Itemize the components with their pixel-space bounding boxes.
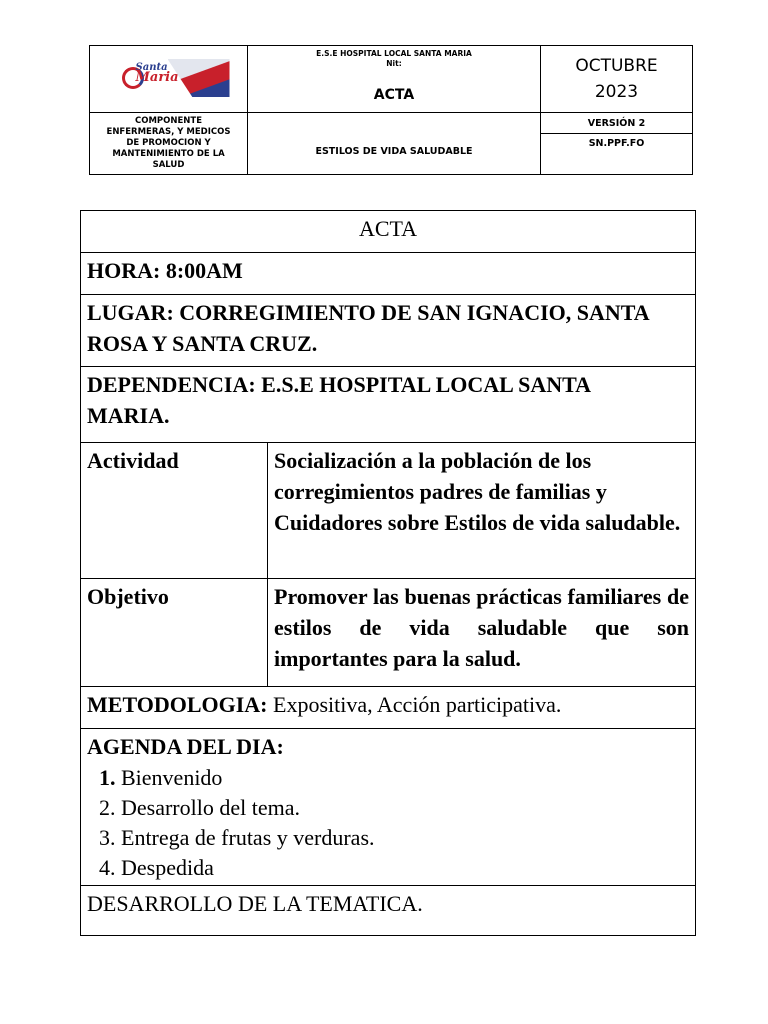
agenda-item-number: 2. <box>99 795 116 820</box>
topic-text: ESTILOS DE VIDA SALUDABLE <box>315 146 473 157</box>
agenda-item-text: Desarrollo del tema. <box>115 795 300 820</box>
nit-label: Nit: <box>386 59 402 68</box>
agenda-item-number: 3. <box>99 825 116 850</box>
agenda-item <box>99 763 689 793</box>
document-header <box>89 45 693 175</box>
component-text: COMPONENTE ENFERMERAS, Y MEDICOS DE PROMOCION Y MANTENIMIENTO DE LA SALUD <box>106 116 231 170</box>
header-month: OCTUBRE <box>575 56 658 76</box>
version-cell <box>541 113 693 134</box>
lugar-row: LUGAR: CORREGIMIENTO DE SAN IGNACIO, SANTA ROSA Y SANTA CRUZ. <box>81 295 696 367</box>
topic-cell <box>248 113 541 175</box>
agenda-item-text: Despedida <box>115 855 214 880</box>
agenda-item <box>99 823 689 853</box>
actividad-text: Socialización a la población de los corregimientos padres de familias y Cuidadores sobre Estilos de vida saludable. <box>268 443 696 579</box>
agenda-title: AGENDA DEL DIA: <box>87 734 284 759</box>
acta-table <box>80 210 696 936</box>
metodologia-row <box>81 687 696 729</box>
agenda-item-number: 4. <box>99 855 116 880</box>
agenda-item-text: Bienvenido <box>115 765 223 790</box>
version-text: VERSIÓN 2 <box>587 117 646 129</box>
agenda-list <box>87 763 689 883</box>
agenda-row <box>81 729 696 886</box>
hospital-logo <box>108 55 230 103</box>
acta-title: ACTA <box>81 211 696 253</box>
logo-line-2: Maria <box>135 70 179 85</box>
header-year: 2023 <box>594 82 639 102</box>
date-cell <box>541 46 693 113</box>
actividad-label: Actividad <box>81 443 268 579</box>
header-title-cell <box>248 46 541 113</box>
objetivo-label: Objetivo <box>81 579 268 687</box>
institution-name: E.S.E HOSPITAL LOCAL SANTA MARIA <box>316 49 472 58</box>
code-cell <box>541 134 693 175</box>
metodologia-label: METODOLOGIA: <box>87 692 268 717</box>
header-doc-type: ACTA <box>373 87 415 103</box>
hora-row: HORA: 8:00AM <box>81 253 696 295</box>
agenda-item-number: 1. <box>99 765 116 790</box>
logo-cell <box>90 46 248 113</box>
agenda-item-text: Entrega de frutas y verduras. <box>115 825 375 850</box>
dependencia-row: DEPENDENCIA: E.S.E HOSPITAL LOCAL SANTA MARIA. <box>81 367 696 443</box>
logo-wordmark <box>136 63 179 84</box>
desarrollo-row: DESARROLLO DE LA TEMATICA. <box>81 886 696 936</box>
agenda-item <box>99 793 689 823</box>
logo-line-1: Santa <box>135 62 168 73</box>
component-cell <box>90 113 248 175</box>
agenda-item <box>99 853 689 883</box>
code-text: SN.PPF.FO <box>588 138 645 149</box>
metodologia-text: Expositiva, Acción participativa. <box>267 692 562 717</box>
objetivo-text: Promover las buenas prácticas familiares de estilos de vida saludable que son importantes para la salud. <box>268 579 696 687</box>
